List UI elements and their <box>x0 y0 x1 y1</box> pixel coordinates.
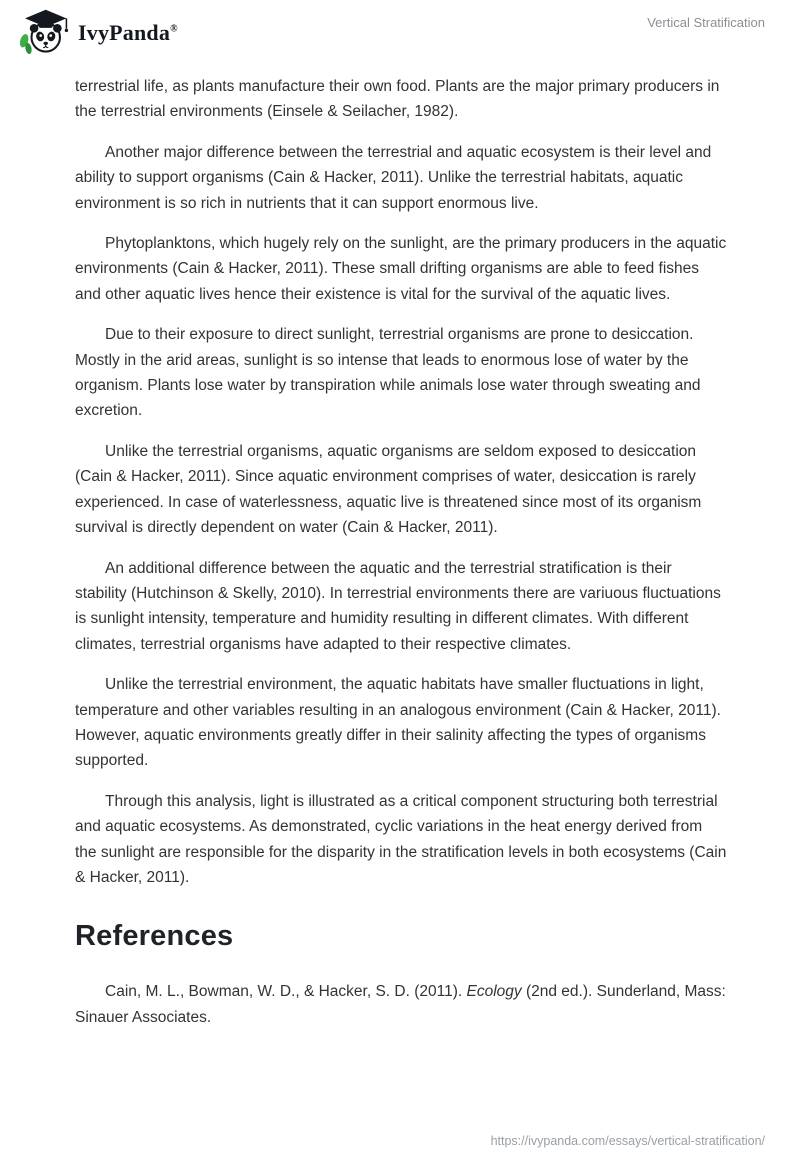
paragraph: Unlike the terrestrial organisms, aquatic organisms are seldom exposed to desiccation (Cain & Hacker, 2011). Since aquatic environment comprises of water, desiccation is rarely experienced. In case of waterlessness, aquatic live is threatened since most of its organism survival is directly dependent on water (Cain & Hacker, 2011). <box>75 442 702 537</box>
ivypanda-panda-logo-icon <box>18 8 70 58</box>
citation-text: (2nd ed.). Sunderland, Mass: Sinauer Associates. <box>75 983 726 1026</box>
paragraph: Another major difference between the terrestrial and aquatic ecosystem is their level and ability to support organisms (Cain & Hacker, 2011). Unlike the terrestrial habitats, aquatic environment is so rich in nutrients that it can support enormous live. <box>75 143 712 212</box>
paragraph: Unlike the terrestrial environment, the aquatic habitats have smaller fluctuations in light, temperature and other variables resulting in an analogous environment (Cain & Hacker, 2011). However, aquatic environments greatly differ in their salinity affecting the types of organisms supported. <box>75 676 721 770</box>
brand-wordmark: IvyPanda® <box>78 20 178 45</box>
registered-mark: ® <box>170 23 178 35</box>
page-title: Vertical Stratification <box>647 15 765 30</box>
source-url: https://ivypanda.com/essays/vertical-stratification/ <box>490 1134 765 1148</box>
paragraph: terrestrial life, as plants manufacture their own food. Plants are the major primary producers in the terrestrial environments (Einsele & Seilacher, 1982). <box>75 78 720 121</box>
references-heading: References <box>75 920 234 953</box>
citation-book-title: Ecology <box>466 983 522 1001</box>
ivypanda-logo-link[interactable] <box>18 8 178 58</box>
essay-body <box>0 62 800 1030</box>
paragraph: Due to their exposure to direct sunlight, terrestrial organisms are prone to desiccation. Mostly in the arid areas, sunlight is so intense that leads to enormous lose of water by the organism. Plants lose water by transpiration while animals lose water through sweating and excretion. <box>75 326 701 420</box>
paragraph: An additional difference between the aquatic and the terrestrial stratification is their stability (Hutchinson & Skelly, 2010). In terrestrial environments there are variuous fluctuations is sunlight intensity, temperature and humidity resulting in different climates. With different climates, terrestrial organisms have adapted to their respective climates. <box>75 559 721 653</box>
paragraph: Through this analysis, light is illustrated as a critical component structuring both terrestrial and aquatic ecosystems. As demonstrated, cyclic variations in the heat energy derived from the sunlight are responsible for the disparity in the stratification levels in both ecosystems (Cain & Hacker, 2011). <box>75 792 727 886</box>
paragraph: Phytoplanktons, which hugely rely on the sunlight, are the primary producers in the aquatic environments (Cain & Hacker, 2011). These small drifting organisms are able to feed fishes and other aquatic lives hence their existence is vital for the survival of the aquatic lives. <box>75 235 727 303</box>
reference-citation <box>75 979 727 1030</box>
citation-text: Cain, M. L., Bowman, W. D., & Hacker, S. D. (2011). <box>105 983 467 1001</box>
page-header <box>0 0 800 62</box>
